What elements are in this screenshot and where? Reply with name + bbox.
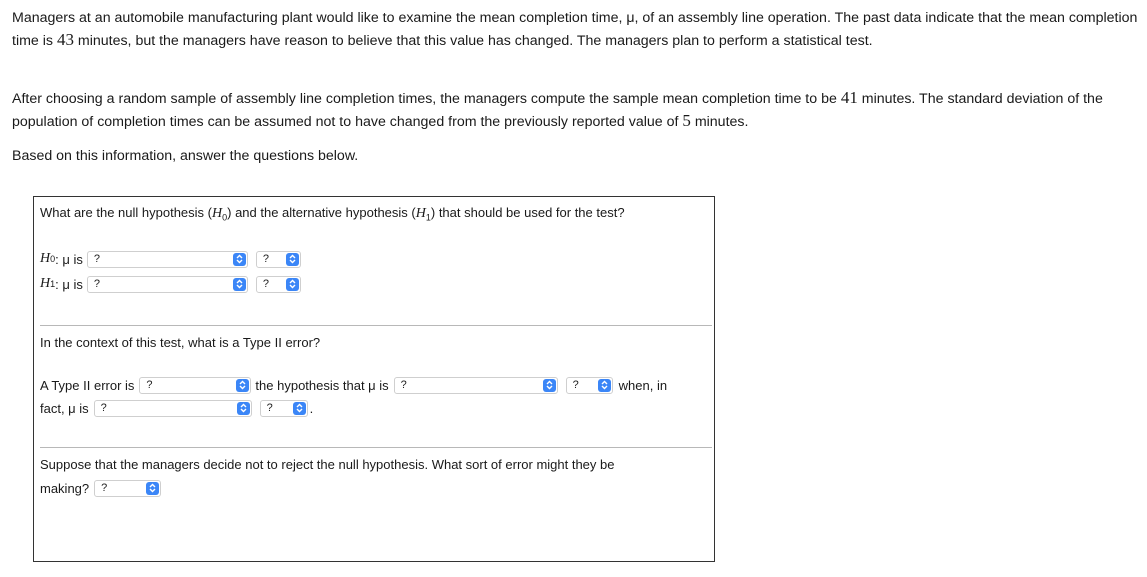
chevron-up-down-icon [233, 253, 246, 266]
hypothesis-question: What are the null hypothesis $(H_0)$ and the alternative hypothesis $(H_1)$ that should be used for the test? [40, 205, 625, 223]
type-ii-value-select[interactable]: ? [566, 377, 613, 394]
section-divider [40, 325, 712, 326]
chevron-up-down-icon [286, 253, 299, 266]
type-ii-question: In the context of this test, what is a Type II error? [40, 335, 321, 350]
chevron-up-down-icon [146, 482, 159, 495]
answer-panel [33, 196, 715, 562]
chevron-up-down-icon [236, 379, 249, 392]
null-hypothesis-row: H 0 : μ is ? ? [40, 249, 301, 269]
chevron-up-down-icon [543, 379, 556, 392]
intro-paragraph-1: Managers at an automobile manufacturing plant would like to examine the mean completion time, μ, of an assembly line operation. The past data indicate that the mean completion time is 43 minutes, but the managers have reason to believe that this value has changed. The managers plan to perform a statistical test. [12, 10, 1138, 49]
chevron-up-down-icon [286, 278, 299, 291]
type-ii-relation-select[interactable]: ? [394, 377, 558, 394]
section-divider [40, 447, 712, 448]
intro-paragraph-2: After choosing a random sample of assembly line completion times, the managers compute the sample mean completion time to be 41 minutes. The standard deviation of the population of completion times can be assumed not to have changed from the previously reported value of 5 minutes. [12, 88, 1103, 130]
chevron-up-down-icon [237, 402, 250, 415]
type-ii-answer-row-2: fact, μ is ? ? . [40, 400, 314, 416]
intro-paragraph-3: Based on this information, answer the questions below. [12, 148, 359, 164]
h0-value-select[interactable]: ? [256, 251, 301, 268]
error-type-question: Suppose that the managers decide not to reject the null hypothesis. What sort of error might they be [40, 457, 615, 472]
type-ii-answer-row-1: A Type II error is ? the hypothesis that μ is ? ? when, in [40, 377, 668, 393]
chevron-up-down-icon [233, 278, 246, 291]
alt-hypothesis-row: H 1 : μ is ? ? [40, 274, 301, 294]
error-type-select[interactable]: ? [94, 480, 161, 497]
chevron-up-down-icon [293, 402, 306, 415]
error-type-answer-row: making? ? [40, 478, 161, 498]
h1-relation-select[interactable]: ? [87, 276, 248, 293]
type-ii-action-select[interactable]: ? [139, 377, 251, 394]
chevron-up-down-icon [598, 379, 611, 392]
h0-relation-select[interactable]: ? [87, 251, 248, 268]
type-ii-fact-value-select[interactable]: ? [260, 400, 308, 417]
h1-value-select[interactable]: ? [256, 276, 301, 293]
type-ii-fact-relation-select[interactable]: ? [94, 400, 252, 417]
